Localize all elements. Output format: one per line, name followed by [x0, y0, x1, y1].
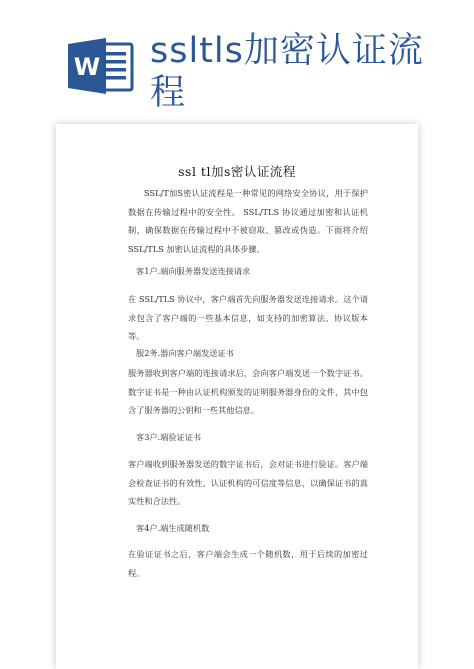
banner	[0, 0, 474, 118]
document-title: ssl tl加s密认证流程	[178, 164, 296, 179]
paragraph-intro: SSL/T加S密认证流程是一种常见的网络安全协议，用于保护数据在传输过程中的安全性。 SSL/TLS 协议通过加密和认证机制，确保数据在传输过程中不被窃取、篡改或伪造。下面将介绍 SSL/TLS 加密认证流程的具体步骤。	[128, 188, 368, 254]
svg-text:W: W	[73, 53, 101, 81]
step-heading-3: 客3户.端验证证书	[136, 432, 202, 442]
banner-title: ssltls加密认证流程	[150, 31, 424, 113]
step-heading-4: 客4户.端生成随机数	[136, 523, 210, 533]
step-heading-1: 客1户.端向服务器发送连接请求	[136, 266, 251, 276]
paragraph-step-2: 服务器收到客户端的连接请求后，会向客户端发送一个数字证书。数字证书是一种由认证机构颁发的证明服务器身份的文件，其中包含了服务器的公钥和一些其他信息。	[128, 368, 368, 416]
paragraph-step-1: 在 SSL/TLS 协议中，客户端首先向服务器发送连接请求。这个请求包含了客户端的一些基本信息，如支持的加密算法、协议版本等。	[128, 294, 368, 342]
paragraph-step-3: 客户端收到服务器发送的数字证书后，会对证书进行验证。客户端会检查证书的有效性、认证机构的可信度等信息，以确保证书的真实性和合法性。	[128, 459, 368, 507]
document-page	[56, 124, 418, 669]
paragraph-step-4: 在验证证书之后，客户端会生成一个随机数，用于后续的加密过程。	[128, 549, 368, 578]
step-heading-2: 服2务.器向客户端发送证书	[136, 348, 234, 358]
word-logo-icon	[66, 38, 134, 94]
